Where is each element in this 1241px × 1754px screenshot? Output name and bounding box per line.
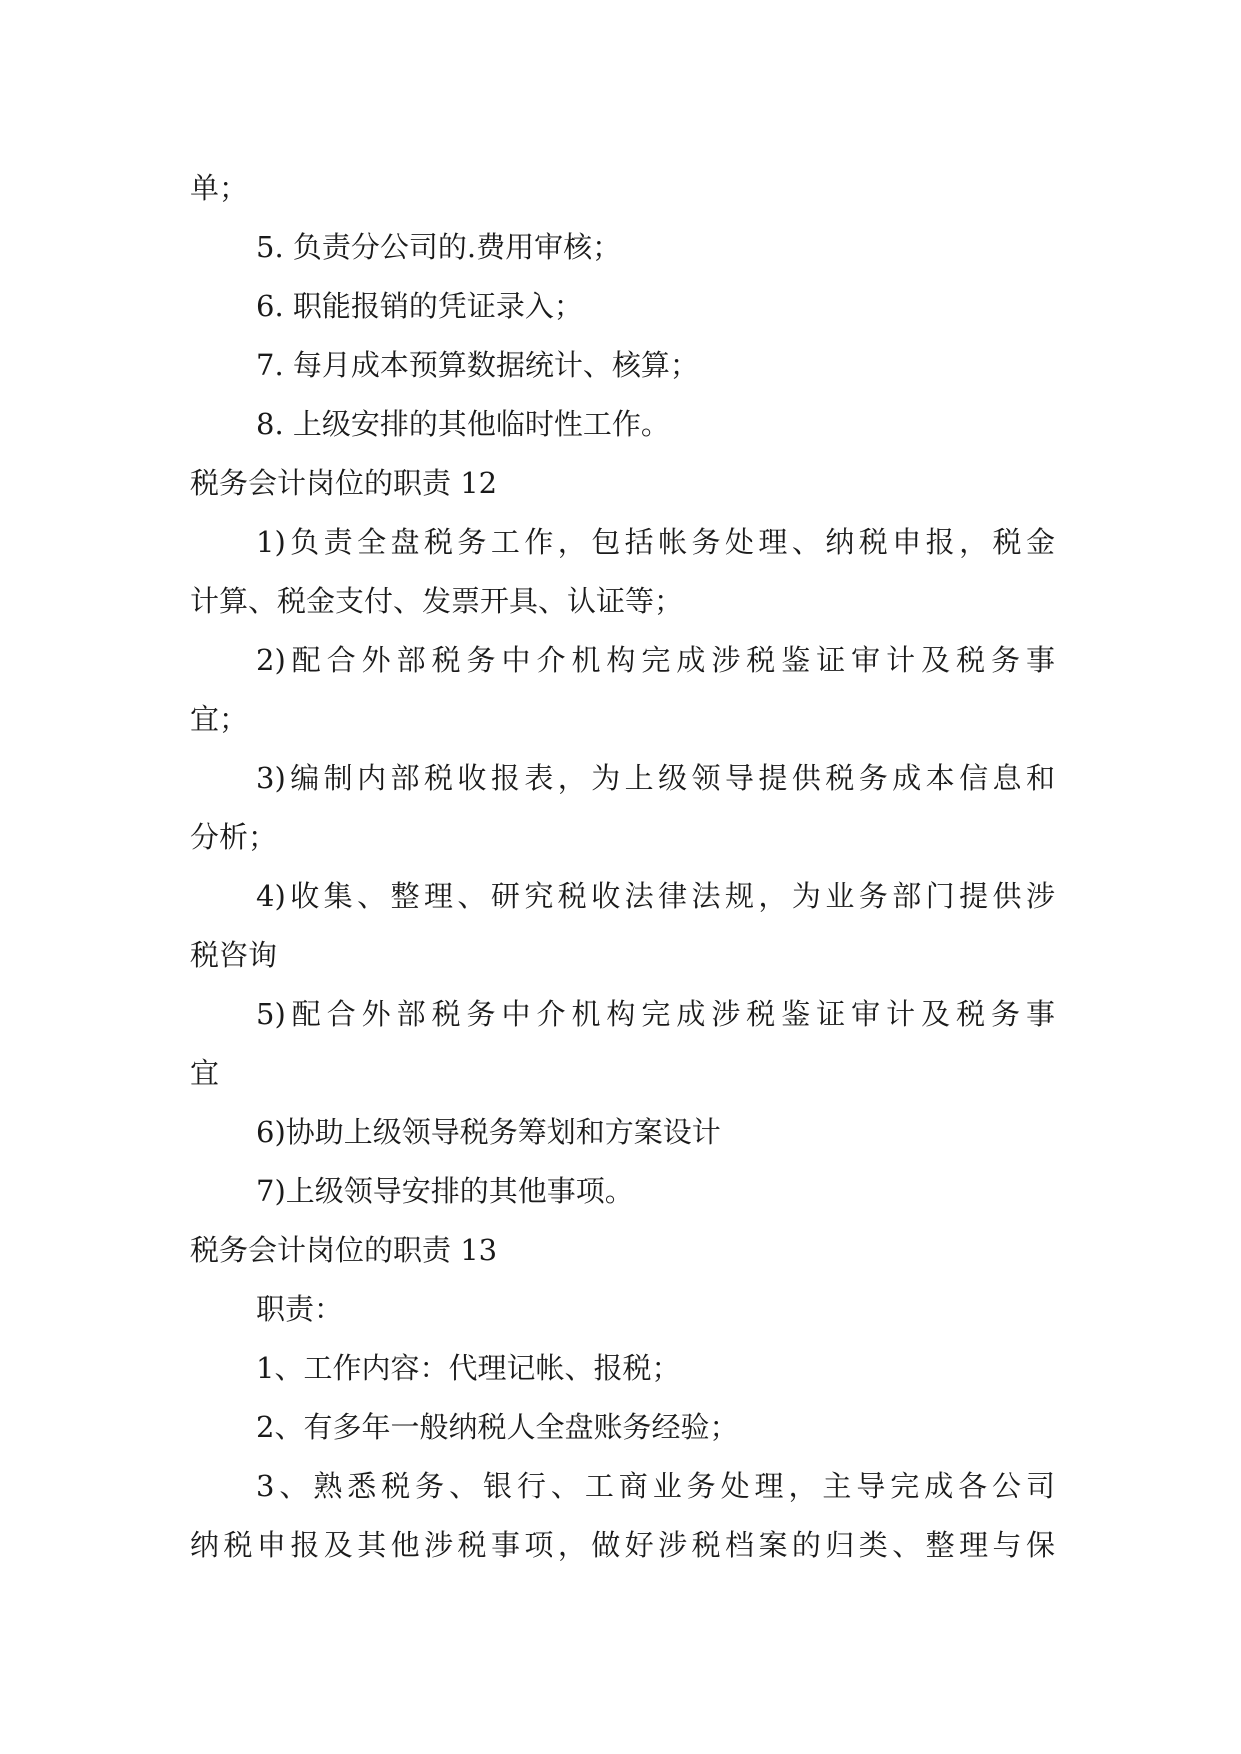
list-item: 5)配合外部税务中介机构完成涉税鉴证审计及税务事 — [256, 997, 1055, 1031]
list-item: 1)负责全盘税务工作，包括帐务处理、纳税申报，税金 — [256, 525, 1055, 559]
text-line: 分析； — [190, 820, 278, 854]
text-line: 宜 — [190, 1056, 220, 1090]
section-heading: 税务会计岗位的职责 12 — [190, 466, 498, 500]
text-line: 纳税申报及其他涉税事项，做好涉税档案的归类、整理与保 — [190, 1528, 1055, 1562]
text-line: 单； — [190, 171, 249, 205]
text-line: 税咨询 — [190, 938, 278, 972]
section-heading: 税务会计岗位的职责 13 — [190, 1233, 498, 1267]
list-item: 4)收集、整理、研究税收法律法规，为业务部门提供涉 — [256, 879, 1055, 913]
list-item: 3、熟悉税务、银行、工商业务处理，主导完成各公司 — [256, 1469, 1055, 1503]
list-item: 6)协助上级领导税务筹划和方案设计 — [256, 1115, 721, 1149]
list-item: 3)编制内部税收报表，为上级领导提供税务成本信息和 — [256, 761, 1055, 795]
list-item: 5. 负责分公司的.费用审核； — [256, 230, 622, 264]
text-line: 宜； — [190, 702, 249, 736]
text-line: 职责： — [256, 1292, 344, 1326]
list-item: 7)上级领导安排的其他事项。 — [256, 1174, 634, 1208]
text-line: 计算、税金支付、发票开具、认证等； — [190, 584, 684, 618]
list-item: 7. 每月成本预算数据统计、核算； — [256, 348, 699, 382]
list-item: 8. 上级安排的其他临时性工作。 — [256, 407, 670, 441]
list-item: 6. 职能报销的凭证录入； — [256, 289, 583, 323]
list-item: 2)配合外部税务中介机构完成涉税鉴证审计及税务事 — [256, 643, 1055, 677]
list-item: 2、有多年一般纳税人全盘账务经验； — [256, 1410, 739, 1444]
list-item: 1、工作内容：代理记帐、报税； — [256, 1351, 681, 1385]
